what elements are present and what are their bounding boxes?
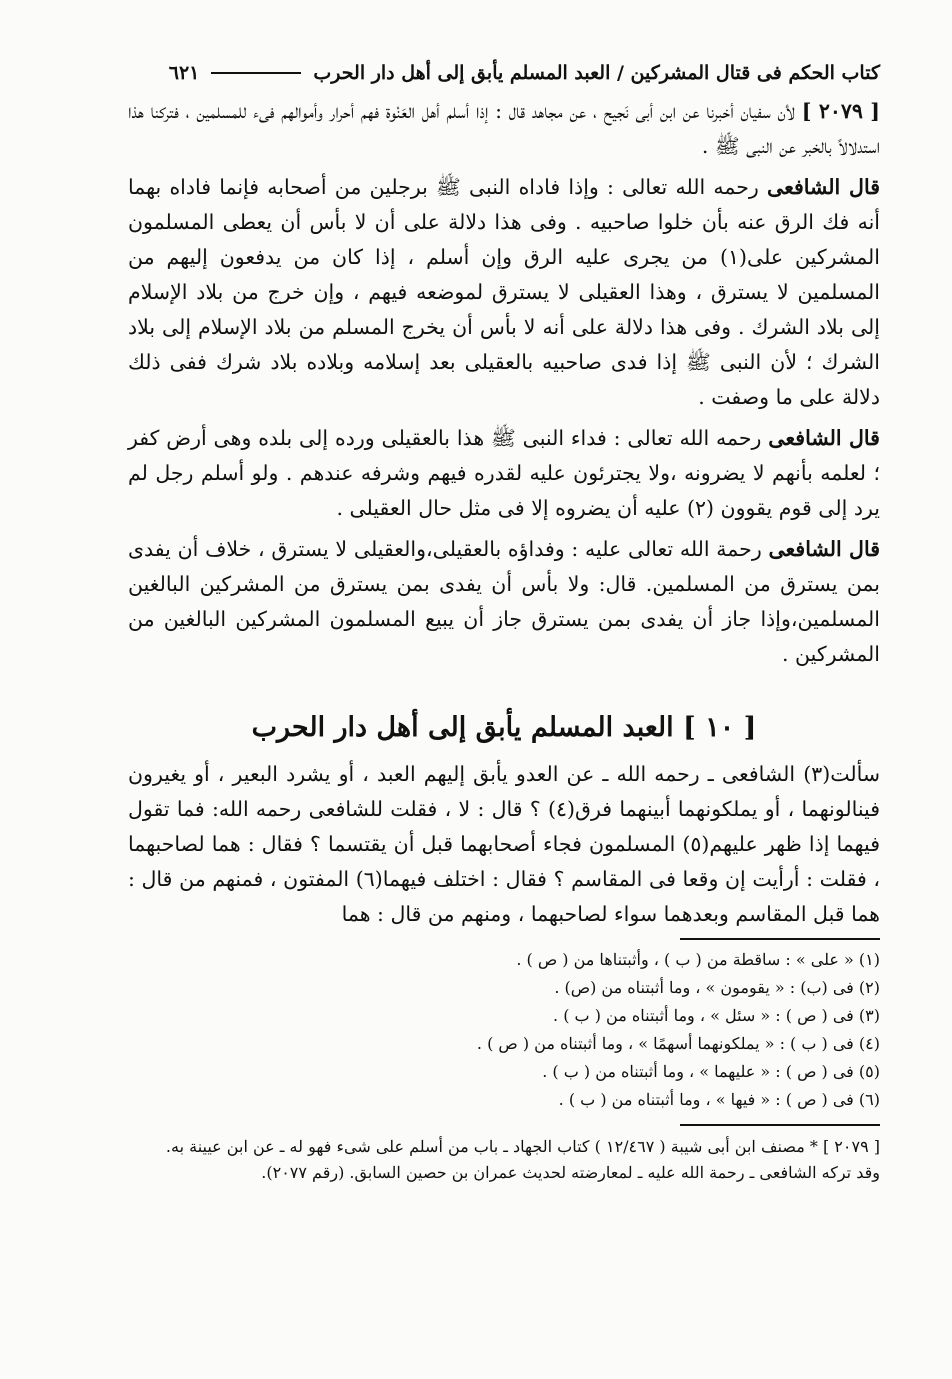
paragraph-lead: قال الشافعى [768,426,880,450]
section-body: سألت(٣) الشافعى ـ رحمه الله ـ عن العدو يأبق إليهم العبد ، أو يشرد البعير ، أو يغيرون فينالونهما ، أو يملكونهما أبينهما فرق(٤) ؟ قال : لا ، فقلت للشافعى رحمه الله: فما تقول فيهما إذا ظهر عليهم(٥) المسلمون فجاء أصحابهما قبل أن يقتسما ؟ فقال : هما لصاحبهما ، فقلت : أرأيت إن وقعا فى المقاسم ؟ فقال : اختلف فيهما(٦) المفتون ، فمنهم من قال : هما قبل المقاسم وبعدهما سواء لصاحبهما ، ومنهم من قال : هما [128,762,880,926]
paragraph-text: رحمه الله تعالى : فداء النبى ﷺ هذا بالعقيلى ورده إلى بلده وهى أرض كفر ؛ لعلمه بأنهم لا يضرونه ،ولا يجترئون عليه لقدره فيهم وشرفه عندهم . ولو أسلم رجل لم يرد إلى قوم يقوون (٢) عليه أن يضروه إلا فى مثل حال العقيلى . [128,426,880,520]
footnote-5: (٥) فى ( ص ) : « عليهما » ، وما أثبتناه من ( ب ) . [542,1062,880,1081]
paragraph-shafii-2 [128,421,880,526]
footnote-separator [680,938,880,940]
footnote-4: (٤) فى ( ب ) : « يملكونهما أسهمًا » ، وما أثبتناه من ( ص ) . [476,1034,880,1053]
source-note-line-2: وقد تركه الشافعى ـ رحمة الله عليه ـ لمعارضته لحديث عمران بن حصين السابق. (رقم ٢٠٧٧). [261,1163,880,1182]
paragraph-shafii-1 [128,170,880,415]
source-separator [680,1124,880,1126]
footnote-1: (١) « على » : ساقطة من ( ب ) ، وأثبتناها من ( ص ) . [516,950,880,969]
paragraph-2079 [128,94,880,164]
paragraph-text: رحمة الله تعالى عليه : وفداؤه بالعقيلى،والعقيلى لا يسترق ، خلاف أن يفدى بمن يسترق من المسلمين. قال: ولا بأس أن يفدى بمن يسترق من المشركين البالغين المسلمين،وإذا جاز أن يفدى بمن يسترق جاز أن يبيع المسلمون المشركين البالغين من المشركين . [128,537,880,666]
footnotes [128,946,880,1114]
paragraph-text: رحمه الله تعالى : وإذا فاداه النبى ﷺ برجلين من أصحابه فإنما فاداه بهما أنه فك الرق عنه بأن خلوا صاحبيه . وفى هذا دلالة على أن لا بأس أن يعطى المسلمون المشركين على(١) من يجرى عليه الرق وإن أسلم ، إذا كان من يدفعون إليهم من المسلمين لا يسترق ، وهذا العقيلى لا يسترق لموضعه فيهم ، وإن خرج من بلاد الإسلام إلى بلاد الشرك . وفى هذا دلالة على أنه لا بأس أن يخرج المسلم من بلاد الإسلام إلى بلاد الشرك ؛ لأن النبى ﷺ إذا فدى صاحبيه بالعقيلى بعد إسلامه وبلاده بلاد شرك ففى ذلك دلالة على ما وصفت . [128,175,880,409]
source-note-line-1: [ ٢٠٧٩ ] * مصنف ابن أبى شيبة ( ١٢/٤٦٧ ) كتاب الجهاد ـ باب من أسلم على شىء فهو له ـ عن ابن عيينة به. [165,1137,880,1156]
footnote-6: (٦) فى ( ص ) : « فيها » ، وما أثبتناه من ( ب ) . [558,1090,880,1109]
page-number: ٦٢١ [168,62,200,84]
footnote-3: (٣) فى ( ص ) : « سئل » ، وما أثبتناه من ( ب ) . [553,1006,880,1025]
paragraph-text: لأن سفيان أخبرنا عن ابن أبى نَجيح ، عن مجاهد قال : إذا أسلم أهل العَنْوة فهم أحرار وأموالهم فىء للمسلمين ، فتركنا هذا استدلالاً بالخبر عن النبى ﷺ . [128,99,880,158]
paragraph-lead: قال الشافعى [766,175,880,199]
section-heading: [ ١٠ ] العبد المسلم يأبق إلى أهل دار الحرب [251,712,757,743]
paragraph-shafii-3 [128,532,880,672]
footnote-2: (٢) فى (ب) : « يقومون » ، وما أثبتناه من (ص) . [554,978,880,997]
paragraph-lead: [ ٢٠٧٩ ] [801,99,880,123]
header-title: كتاب الحكم فى قتال المشركين / العبد المسلم يأبق إلى أهل دار الحرب [313,62,880,84]
running-header [128,56,880,90]
paragraph-lead: قال الشافعى [768,537,880,561]
header-rule [211,72,301,74]
source-note [128,1134,880,1186]
